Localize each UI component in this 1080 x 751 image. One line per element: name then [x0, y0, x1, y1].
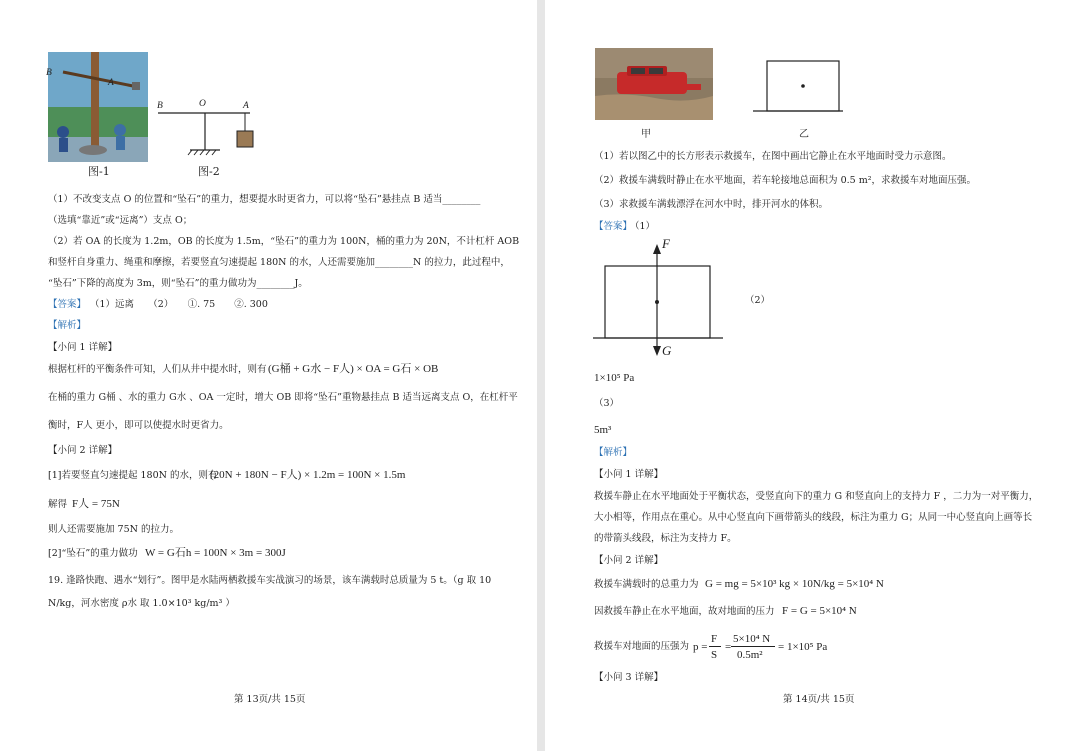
fraction-1-bar — [709, 646, 721, 647]
answer-value-3: 5m³ — [594, 424, 612, 436]
fig1-label-b: B — [46, 68, 52, 78]
lever-diagram — [150, 98, 270, 158]
answer-value-2: 1×10⁵ Pa — [594, 372, 635, 384]
sub1-line-1: 根据杠杆的平衡条件可知，人们从井中提水时，则有 — [48, 364, 267, 375]
page-13-footer: 第 13页/共 15页 — [234, 694, 306, 705]
sub2-equation-3: W = G石h = 100N × 3m = 300J — [145, 547, 286, 559]
sub2-line-2: 因救援车静止在水平地面，故对地面的压力 — [594, 606, 775, 617]
sub2-equation-2: F = G = 5×10⁴ N — [782, 605, 857, 617]
sub2-line-2: 解得 — [48, 499, 68, 510]
sub2-title: 【小问 2 详解】 — [594, 555, 664, 566]
answer-label: 【答案】 — [594, 221, 633, 232]
page-14 — [545, 0, 1080, 751]
sub3-title: 【小问 3 详解】 — [594, 672, 664, 683]
sub2-equation-1: G = mg = 5×10³ kg × 10N/kg = 5×10⁴ N — [705, 578, 884, 590]
well-lever-illustration — [48, 52, 148, 162]
pressure-result: = 1×10⁵ Pa — [778, 641, 828, 653]
q19-line-1: 19. 逢路快跑、遇水“划行”。图甲是水陆两栖救援车实战演习的场景，该车满载时总质量为 5 t。（g 取 10 — [48, 575, 492, 586]
q2-text: （2）救援车满载时静止在水平地面，若车轮接地总面积为 0.5 m²，求救援车对地面压强。 — [594, 175, 977, 186]
sub2-line-1: 救援车满载时的总重力为 — [594, 579, 699, 590]
sub2-line-3: 则人还需要施加 75N 的拉力。 — [48, 524, 179, 535]
fraction-2-bar — [731, 646, 775, 647]
sub1-line-1: 救援车静止在水平地面处于平衡状态，受竖直向下的重力 G 和竖直向上的支持力 F ，二力为一对平衡力， — [594, 491, 1039, 502]
fig2-caption: 图-2 — [198, 165, 220, 178]
sub2-title: 【小问 2 详解】 — [48, 445, 118, 456]
force-label-f: F — [662, 236, 670, 251]
sub1-line-3: 的带箭头线段，标注为支持力 F。 — [594, 533, 737, 544]
analysis-label: 【解析】 — [48, 320, 87, 331]
fraction-1-denominator: S — [711, 649, 718, 661]
sub2-line-1: [1]若要竖直匀速提起 180N 的水，则有 — [48, 470, 218, 481]
fig1-caption: 图-1 — [88, 165, 110, 178]
answer-text: （1）远离 （2） ①. 75 ②. 300 — [90, 299, 268, 310]
sub2-equation-2: F人 = 75N — [72, 498, 120, 510]
pressure-symbol: p = — [693, 641, 708, 653]
force-label-g: G — [662, 343, 672, 358]
fraction-2-denominator: 0.5m² — [737, 649, 763, 661]
q1-line-2: （选填“靠近”或“远离”）支点 O； — [48, 215, 193, 226]
rectangle-diagram-b — [753, 60, 843, 115]
sub1-line-3: 衡时，F人 更小，即可以使提水时更省力。 — [48, 420, 229, 431]
fig2-label-a: A — [243, 101, 249, 111]
rescue-vehicle-photo — [595, 48, 713, 120]
q3-text: （3）求救援车满载漂浮在河水中时，排开河水的体积。 — [594, 199, 829, 210]
fig2-label-o: O — [199, 99, 206, 109]
fraction-1-numerator: F — [711, 633, 718, 645]
page-14-footer: 第 14页/共 15页 — [783, 694, 855, 705]
answer-part-2: （2） — [745, 295, 771, 306]
photo-caption: 甲 — [641, 129, 651, 140]
analysis-label: 【解析】 — [594, 447, 633, 458]
q2-line-2: 和竖杆自身重力、绳重和摩擦，若要竖直匀速提起 180N 的水，人还需要施加________N 的拉力，此过程中， — [48, 257, 510, 268]
q19-line-2: N/kg，河水密度 ρ水 取 1.0×10³ kg/m³ ） — [48, 598, 235, 609]
q1-line-1: （1）不改变支点 O 的位置和“坠石”的重力，想要提水时更省力，可以将“坠石”悬挂点 B 适当________ — [48, 194, 481, 205]
diagram-caption: 乙 — [799, 129, 809, 140]
sub2-equation-1: (20N + 180N − F人) × 1.2m = 100N × 1.5m — [210, 469, 406, 481]
q2-line-3: “坠石”下降的高度为 3m，则“坠石”的重力做功为________J。 — [48, 278, 308, 289]
answer-label: 【答案】 — [48, 299, 87, 310]
sub1-equation: (G桶 + G水 − F人) × OA = G石 × OB — [268, 363, 439, 375]
q1-text: （1）若以图乙中的长方形表示救援车，在图中画出它静止在水平地面时受力示意图。 — [594, 151, 952, 162]
answer-part-3: （3） — [594, 398, 620, 409]
page-13 — [0, 0, 537, 751]
fig1-label-a: A — [108, 78, 114, 88]
q2-line-1: （2）若 OA 的长度为 1.2m，OB 的长度为 1.5m，“坠石”的重力为 100N，桶的重力为 20N，不计杠杆 AOB — [48, 236, 520, 247]
fig2-label-b: B — [157, 101, 163, 111]
sub1-title: 【小问 1 详解】 — [594, 469, 664, 480]
sub2-line-4: [2]“坠石”的重力做功 — [48, 548, 138, 559]
sub1-title: 【小问 1 详解】 — [48, 342, 118, 353]
sub1-line-2: 在桶的重力 G桶 、水的重力 G水 、OA 一定时，增大 OB 即将“坠石”重物悬挂点 B 适当远离支点 O，在杠杆平 — [48, 392, 518, 403]
sub1-line-2: 大小相等，作用点在重心。从中心竖直向下画带箭头的线段，标注为重力 G；从同一中心竖直向上画等长 — [594, 512, 1033, 523]
answer-part-1: （1） — [630, 221, 656, 232]
equals-sign: = — [725, 641, 732, 653]
fraction-2-numerator: 5×10⁴ N — [733, 633, 771, 645]
sub2-line-3: 救援车对地面的压强为 — [594, 641, 690, 652]
